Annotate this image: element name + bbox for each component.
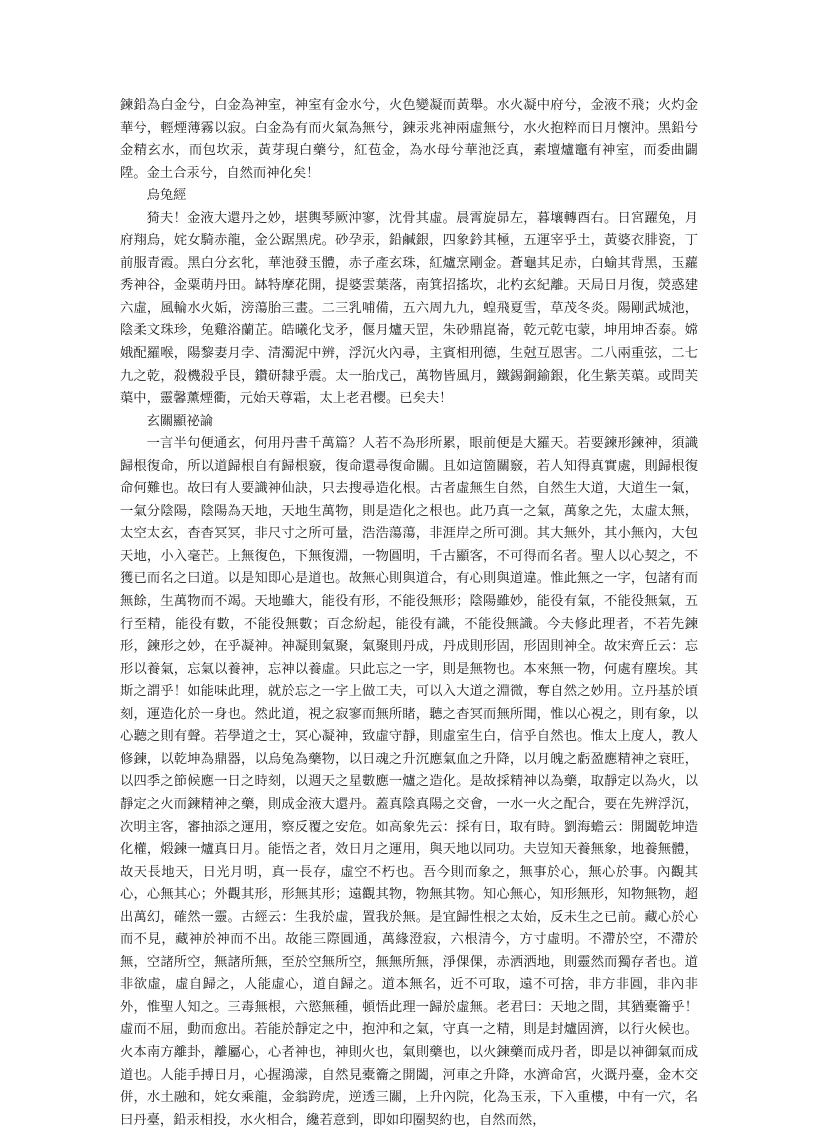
document-page [120,95,698,1132]
section-heading-wutu-jing: 烏兔經 [146,188,187,204]
paragraph-intro: 鍊鉛為白金兮，白金為神室，神室有金水兮，火色變凝而黃舉。水火凝中府兮，金液不飛；火灼金華兮，輕煙薄霧以寂。白金為有而火氣為無兮，鍊汞兆神兩虛無兮，水火抱粹而日月懷沖。黑鉛兮金精玄水，而包坎汞，黃芽現白藥兮，紅苞金，為水母兮華池泛真，素壇爐竈有神室，而委曲闢陞。金土合汞兮，自然而神化矣！ [120,98,698,181]
section-heading-xuanguan-lun: 玄關顯祕論 [146,413,214,429]
paragraph-xuanguan-lun: 一言半句便通玄，何用丹書千萬篇？人若不為形所累，眼前便是大羅天。若要鍊形鍊神，須識歸根復命，所以道歸根自有歸根竅，復命還尋復命關。且如這箇關竅，若人知得真實處，則歸根復命何難也。故曰有人要識神仙訣，只去搜尋造化根。古者虛無生自然，自然生大道，大道生一氣，一氣分陰陽，陰陽為天地，天地生萬物，則是造化之根也。此乃真一之氣，萬象之先，太虛太無，太空太玄，杳杳冥冥，非尺寸之所可量，浩浩蕩蕩，非涯岸之所可測。其大無外，其小無內，大包天地，小入毫芒。上無復色，下無復淵，一物圓明，千古顯客，不可得而名者。聖人以心契之，不獲已而名之曰道。以是知即心是道也。故無心則與道合，有心則與道違。惟此無之一字，包諸有而無餘，生萬物而不竭。天地雖大，能役有形，不能役無形；陰陽雖妙，能役有氣，不能役無氣，五行至精，能役有數，不能役無數；百念紛起，能役有識，不能役無識。今夫修此理者，不若先鍊形，鍊形之妙，在乎凝神。神凝則氣聚，氣聚則丹成，丹成則形固，形固則神全。故宋齊丘云：忘形以養氣，忘氣以養神，忘神以養虛。只此忘之一字，則是無物也。本來無一物，何處有塵埃。其斯之謂乎！如能味此理，就於忘之一字上做工夫，可以入大道之淵微，奪自然之妙用。立丹基於頃刻，運造化於一身也。然此道，視之寂寥而無所睹，聽之杳冥而無所聞，惟以心視之，則有象，以心聽之則有聲。若學道之士，冥心凝神，致虛守靜，則虛室生白，信乎自然也。惟太上度人，教人修鍊，以乾坤為鼎器，以烏兔為藥物，以日魂之升沉應氣血之升降，以月魄之虧盈應精神之衰旺，以四季之節候應一日之時刻，以週天之星數應一爐之造化。是故採精神以為藥，取靜定以為火，以靜定之火而鍊精神之藥，則成金液大還丹。蓋真陰真陽之交會，一水一火之配合，要在先辨浮沉，次明主客，審抽添之運用，察反覆之安危。如高象先云：採有日，取有時。劉海蟾云：開闔乾坤造化權，煅鍊一爐真日月。能悟之者，效日月之運用，與天地以同功。夫豈知天養無象，地養無體，故天長地天，日光月明，真一長存，虛空不朽也。吾今則而象之，無事於心，無心於事。內觀其心，心無其心；外觀其形，形無其形；遠觀其物，物無其物。知心無心，知形無形，知物無物，超出萬幻，確然一靈。古經云：生我於虛，置我於無。是宜歸性根之太始，反未生之已前。藏心於心而不見，藏神於神而不出。故能三際圓通，萬緣澄寂，六根清今，方寸虛明。不滯於空，不滯於無，空諸所空，無諸所無，至於空無所空，無無所無，淨倮倮，赤洒洒地，則靈然而獨存者也。道非欲虛，虛自歸之，人能虛心，道自歸之。道本無名，近不可取，遠不可捨，非方非圓，非內非外，惟聖人知之。三毒無根，六慾無種，頓悟此理一歸於虛無。老君曰：天地之間，其猶橐籥乎！虛而不屈，動而愈出。若能於靜定之中，抱沖和之氣，守真一之精，則是封爐固濟，以行火候也。火本南方離卦，離屬心，心者神也，神則火也，氣則藥也，以火鍊藥而成丹者，即是以神御氣而成道也。人能手搏日月，心握鴻濛，自然見橐籥之開闔，河車之升降，水濟命宮，火溉丹臺，金木交併，水土融和，姹女乘龍，金翁跨虎，逆透三關，上升內院，化為玉汞，下入重樓，中有一穴，名曰丹臺，鉛汞相投，水火相合，纔若意到，即如印圈契約也，自然而然， [120,436,698,1128]
paragraph-wutu-jing: 猗夫！金液大還丹之妙，堪輿琴厥沖寥，沈骨其虛。晨霄旋昴左，暮壤轉酉右。日宮躍兔，月府翔烏，姹女騎赤龍，金公踞黑虎。砂孕汞，鉛鹹銀，四象鈐其極，五運宰乎土，黃婆衣腓瓷，丁前服青霞。黑白分玄牝，華池發玉體，赤子產玄珠，紅爐烹剛金。蒼龜其足赤，白蝓其背黑，玉蘿秀神谷，金粟萌丹田。缽特摩花開，提婆雲葉落，南箕招搖坎，北杓玄紀離。天局日月復，熒惑建六虛，風輪水火姤，滂蕩胎三畫。二三乳哺備，五六周九九，蝗飛夏雪，草茂冬炎。陽剛武城池，陰柔文珠珍，兔雞浴蘭芷。皓曦化戈矛，偃月爐天罡，朱砂鼎崑崙，乾元乾屯蒙，坤用坤否泰。嫦娥配羅喉，陽黎妻月孛、清濁泥中辨，浮沉火內尋，主賓相刑德，生尅互恩害。二八兩重弦，二七九之乾，殺機殺乎艮，鑽研隸乎震。太一胎戊己，萬物皆風月，鐵錫銅鍮銀，化生紫芙蕖。或問芙蕖中，靈馨薰煙衢，元始天尊霜，太上老君櫻。已矣夫！ [120,210,698,407]
